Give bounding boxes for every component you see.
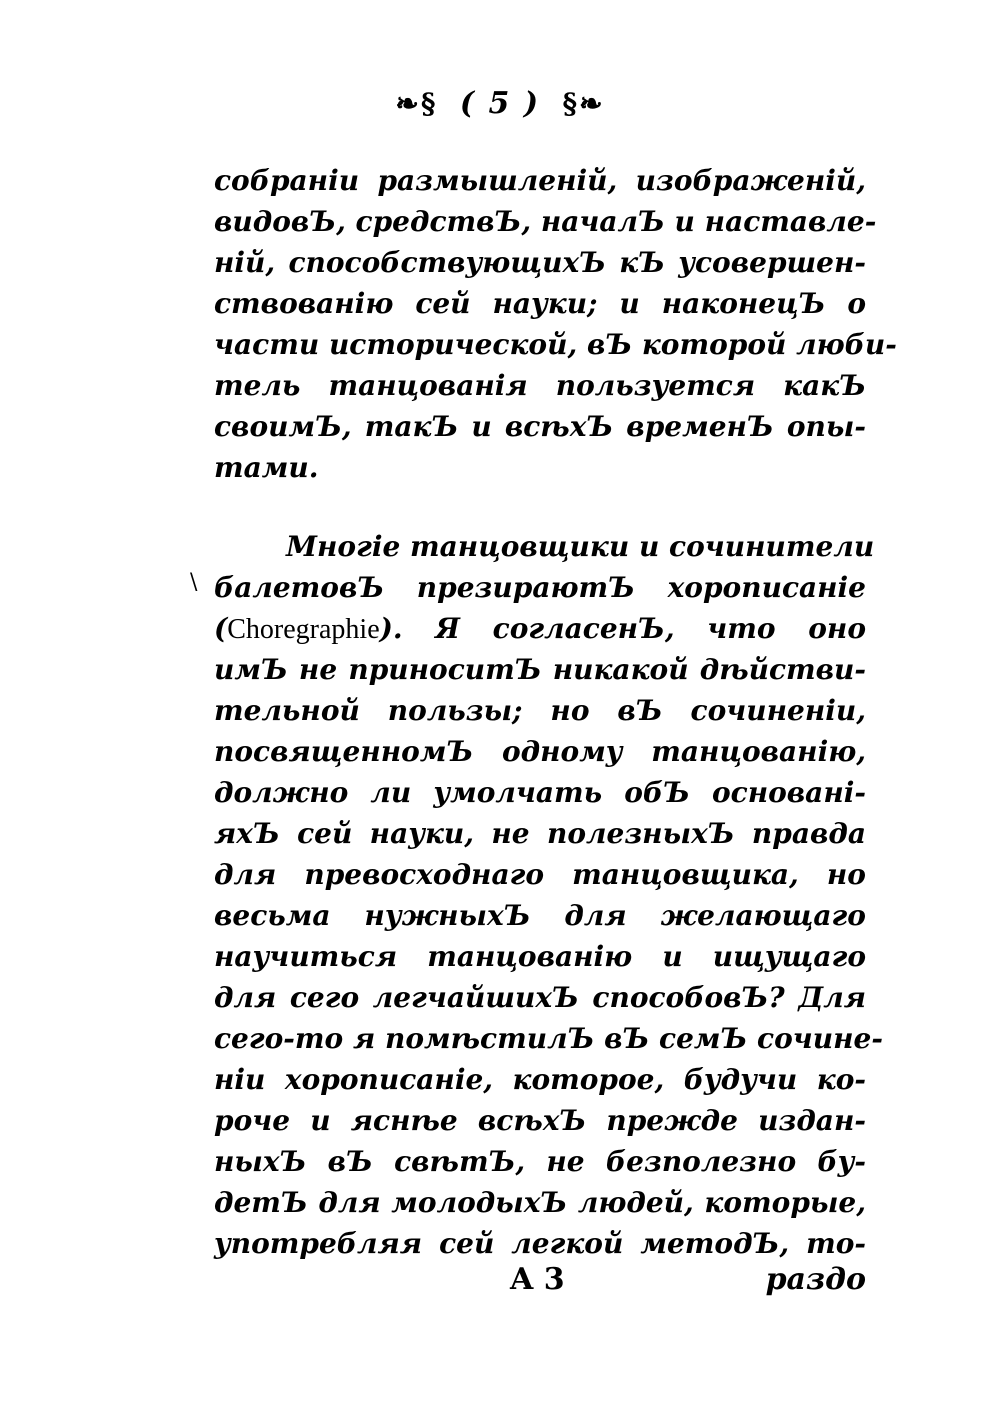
text-line: тами. bbox=[214, 451, 319, 484]
open-paren: ( bbox=[214, 612, 228, 645]
text-line: видовЪ, средствЪ, началЪ и наставле- bbox=[214, 205, 877, 238]
paragraph-choreography bbox=[214, 526, 883, 1264]
text-line: посвященномЪ одному танцованiю, bbox=[214, 735, 866, 768]
text-line: для сего легчайшихЪ способовЪ? Для bbox=[214, 981, 866, 1014]
text-line: яхЪ сей науки, не полезныхЪ правда bbox=[214, 817, 866, 850]
text-line: тельной пользы; но вЪ сочиненiи, bbox=[214, 694, 866, 727]
text-line: балетовЪ презираютЪ хорописанiе bbox=[214, 571, 866, 604]
text-line: ствованiю сей науки; и наконецЪ о bbox=[214, 287, 866, 320]
text-line: имЪ не приноситЪ никакой дѣйстви- bbox=[214, 653, 866, 686]
page-footer bbox=[214, 1262, 866, 1312]
text-line: нiи хорописанiе, которое, будучи ко- bbox=[214, 1063, 866, 1096]
right-ornament-icon: §❧ bbox=[562, 86, 605, 120]
text-line: детЪ для молодыхЪ людей, которые, bbox=[214, 1186, 866, 1219]
margin-mark: \ bbox=[190, 570, 198, 595]
text-line: должно ли умолчать обЪ основанi- bbox=[214, 776, 866, 809]
page-number: ( 5 ) bbox=[459, 85, 541, 121]
text-line: весьма нужныхЪ для желающаго bbox=[214, 899, 866, 932]
page-header bbox=[0, 84, 1000, 121]
signature-mark: A 3 bbox=[510, 1262, 565, 1297]
text-line: нiй, способствующихЪ кЪ усовершен- bbox=[214, 246, 866, 279]
text-line: роче и яснѣе всѣхЪ прежде издан- bbox=[214, 1104, 866, 1137]
latin-term: Choregraphie bbox=[227, 614, 380, 645]
text-line: Многiе танцовщики и сочинители bbox=[286, 530, 875, 563]
text-line: ныхЪ вЪ свѣтЪ, не безполезно бу- bbox=[214, 1145, 866, 1178]
text-line: своимЪ, такЪ и всѣхЪ временЪ опы- bbox=[214, 410, 866, 443]
text-line: тель танцованiя пользуется какЪ bbox=[214, 369, 866, 402]
text-line: употребляя сей легкой методЪ, то- bbox=[214, 1227, 866, 1260]
text-line: научиться танцованiю и ищущаго bbox=[214, 940, 866, 973]
text-line: сего-то я помѣстилЪ вЪ семЪ сочине- bbox=[214, 1022, 883, 1055]
catchword: раздо bbox=[765, 1262, 866, 1297]
paragraph-continuation bbox=[214, 160, 897, 488]
left-ornament-icon: ❧§ bbox=[395, 86, 438, 120]
text-line: для превосходнаго танцовщика, но bbox=[214, 858, 866, 891]
text-line-with-latin bbox=[214, 608, 866, 649]
text-line: собранiи размышленiй, изображенiй, bbox=[214, 164, 866, 197]
line-rest: ). Я согласенЪ, что оно bbox=[379, 612, 866, 645]
text-line: части исторической, вЪ которой люби- bbox=[214, 328, 897, 361]
